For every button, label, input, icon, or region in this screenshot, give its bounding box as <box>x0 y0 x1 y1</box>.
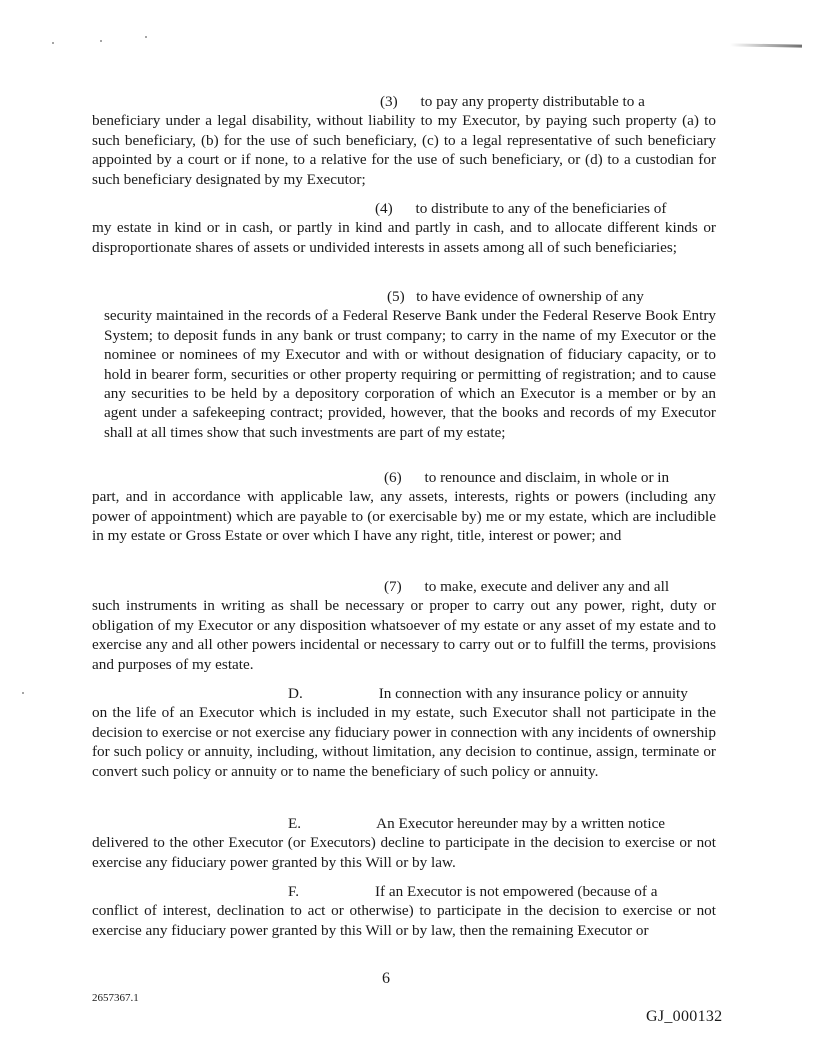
paragraph-5 <box>104 287 716 442</box>
paragraph-body: beneficiary under a legal disability, without liability to my Executor, by paying such property (a) to such beneficiary, (b) for the use of such beneficiary, (c) to a legal representative of such beneficiary appointed by a court or if none, to a relative for the use of such beneficiary, or (d) to a custodian for such beneficiary designated by my Executor; <box>92 112 716 188</box>
paragraph-lead: D. In connection with any insurance policy or annuity <box>288 685 688 702</box>
paragraph-body: conflict of interest, declination to act or otherwise) to participate in the decision to exercise or not exercise any fiduciary power granted by this Will or by law, then the remaining Executor or <box>92 902 716 939</box>
paragraph-body: security maintained in the records of a Federal Reserve Bank under the Federal Reserve Book Entry System; to deposit funds in any bank or trust company; to carry in the name of my Executor or the nominee or nominees of my Executor and with or without designation of fiduciary capacity, or to hold in bearer form, securities or other property requiring or permitting of registration; and to cause any securities to be held by a depository corporation of which an Executor is a member or by an agent under a safekeeping contract; provided, however, that the books and records of my Executor shall at all times show that such investments are part of my estate; <box>104 307 716 441</box>
scan-speck <box>52 42 54 44</box>
paragraph-lead: E. An Executor hereunder may by a written notice <box>288 815 666 832</box>
scan-speck <box>100 40 102 42</box>
paragraph-4 <box>92 199 716 257</box>
paragraph-lead: (6) to renounce and disclaim, in whole or in <box>384 469 670 486</box>
paragraph-body: part, and in accordance with applicable law, any assets, interests, rights or powers (including any power of appointment) which are payable to (or exercisable by) me or my estate, which are includible in my estate or Gross Estate or over which I have any right, title, interest or power; and <box>92 488 716 545</box>
scan-speck <box>145 36 147 38</box>
scan-speck <box>22 692 24 694</box>
paragraph-lead: F. If an Executor is not empowered (because of a <box>288 883 658 900</box>
paragraph-body: my estate in kind or in cash, or partly in kind and partly in cash, and to allocate different kinds or disproportionate shares of assets or undivided interests in assets among all of such beneficiaries; <box>92 219 716 256</box>
document-id: 2657367.1 <box>92 992 139 1004</box>
paragraph-body: delivered to the other Executor (or Executors) decline to participate in the decision to exercise or not exercise any fiduciary power granted by this Will or by law. <box>92 834 716 871</box>
bates-number: GJ_000132 <box>646 1008 723 1025</box>
paragraph-f <box>92 882 716 940</box>
paragraph-7 <box>92 577 716 674</box>
page-number: 6 <box>382 970 390 987</box>
paragraph-body: on the life of an Executor which is included in my estate, such Executor shall not participate in the decision to exercise or not exercise any fiduciary power in connection with any incidents of ownership for such policy or annuity, including, without limitation, any decision to continue, assign, terminate or convert such policy or annuity or to name the beneficiary of such policy or annuity. <box>92 704 716 780</box>
paragraph-lead: (3) to pay any property distributable to a <box>380 93 645 110</box>
paragraph-lead: (7) to make, execute and deliver any and all <box>384 578 670 595</box>
paragraph-3 <box>92 92 716 189</box>
paragraph-lead: (4) to distribute to any of the beneficiaries of <box>375 200 667 217</box>
paragraph-body: such instruments in writing as shall be necessary or proper to carry out any power, right, duty or obligation of my Executor or any disposition whatsoever of my estate or any asset of my estate and to exercise any and all other powers incidental or necessary to carry out or to fulfill the terms, provisions and purposes of my estate. <box>92 597 716 673</box>
scan-artifact <box>730 43 802 47</box>
paragraph-lead: (5) to have evidence of ownership of any <box>387 288 644 305</box>
paragraph-d <box>92 684 716 781</box>
paragraph-e <box>92 814 716 872</box>
paragraph-6 <box>92 468 716 546</box>
